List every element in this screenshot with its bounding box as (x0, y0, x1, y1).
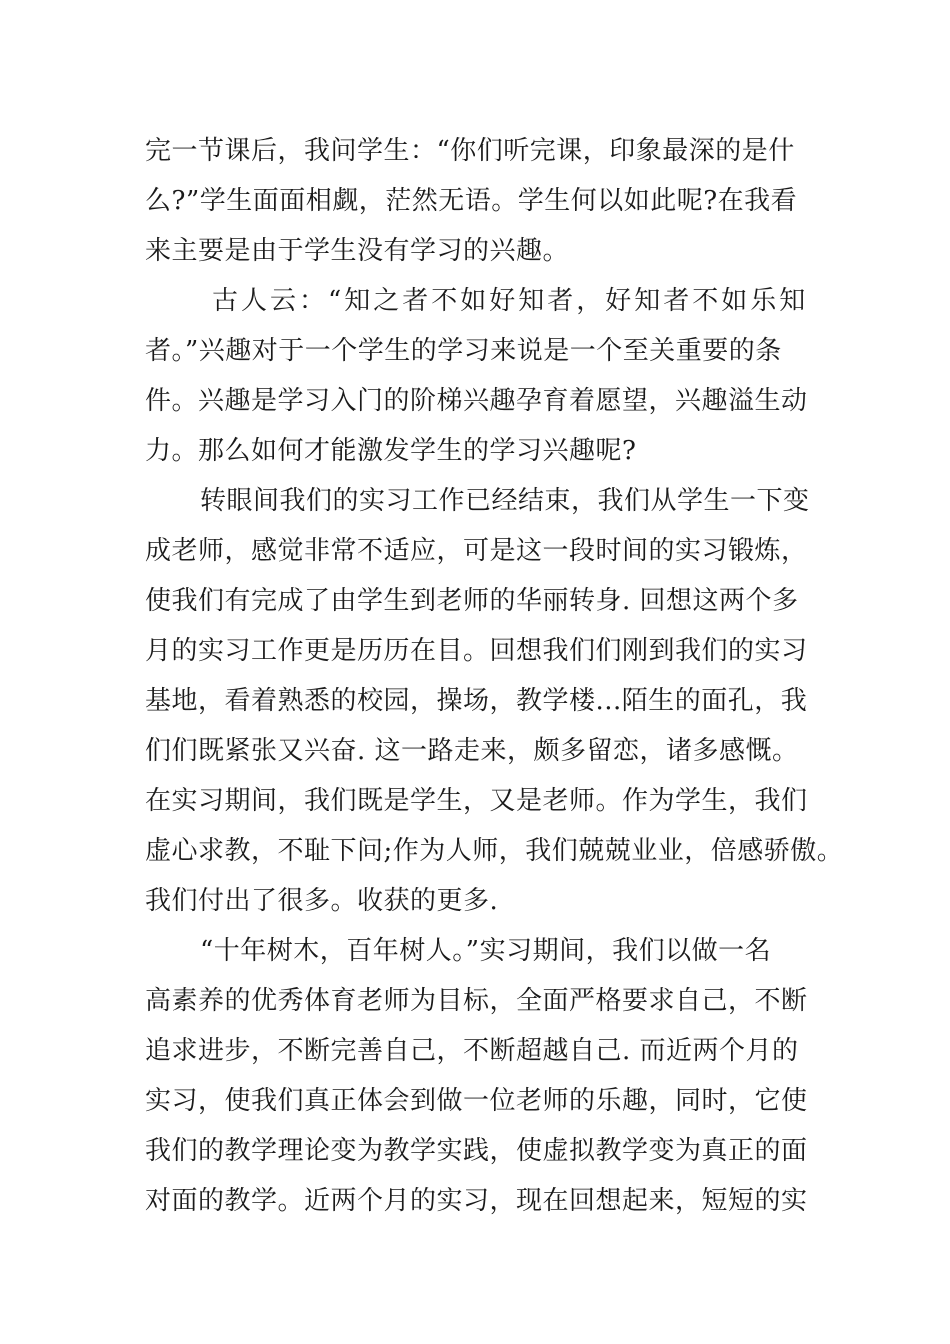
text-line: 实习，使我们真正体会到做一位老师的乐趣，同时，它使 (145, 1086, 808, 1116)
text-line: 在实习期间，我们既是学生，又是老师。作为学生，我们 (145, 786, 808, 816)
text-line: 力。那么如何才能激发学生的学习兴趣呢? (145, 436, 637, 466)
text-line: 完一节课后，我问学生：“你们听完课，印象最深的是什 (145, 136, 795, 166)
text-line: 转眼间我们的实习工作已经结束，我们从学生一下变 (200, 486, 810, 516)
text-line: 么?”学生面面相觑，茫然无语。学生何以如此呢?在我看 (145, 186, 798, 216)
text-line: 追求进步，不断完善自己，不断超越自己. 而近两个月的 (145, 1036, 799, 1066)
text-line: 对面的教学。近两个月的实习，现在回想起来，短短的实 (145, 1186, 808, 1216)
text-line: 我们的教学理论变为教学实践，使虚拟教学变为真正的面 (145, 1136, 808, 1166)
text-line: 使我们有完成了由学生到老师的华丽转身. 回想这两个多 (145, 586, 799, 616)
text-line: 我们付出了很多。收获的更多. (145, 886, 499, 916)
text-line: 月的实习工作更是历历在目。回想我们们刚到我们的实习 (145, 636, 808, 666)
text-line: 高素养的优秀体育老师为目标，全面严格要求自己，不断 (145, 986, 808, 1016)
text-line: “十年树木，百年树人。”实习期间，我们以做一名 (200, 936, 772, 966)
text-line: 成老师，感觉非常不适应，可是这一段时间的实习锻炼， (145, 536, 808, 566)
text-line: 们们既紧张又兴奋. 这一路走来，颇多留恋，诸多感慨。 (145, 736, 799, 766)
text-line: 虚心求教，不耻下问;作为人师，我们兢兢业业，倍感骄傲。 (145, 836, 844, 866)
text-line: 来主要是由于学生没有学习的兴趣。 (145, 236, 570, 266)
text-line: 件。兴趣是学习入门的阶梯兴趣孕育着愿望，兴趣溢生动 (145, 386, 808, 416)
text-line: 基地，看着熟悉的校园，操场，教学楼...陌生的面孔，我 (145, 686, 808, 716)
text-line: 古人云：“知之者不如好知者，好知者不如乐知 (212, 286, 809, 316)
text-line: 者。”兴趣对于一个学生的学习来说是一个至关重要的条 (145, 336, 782, 366)
